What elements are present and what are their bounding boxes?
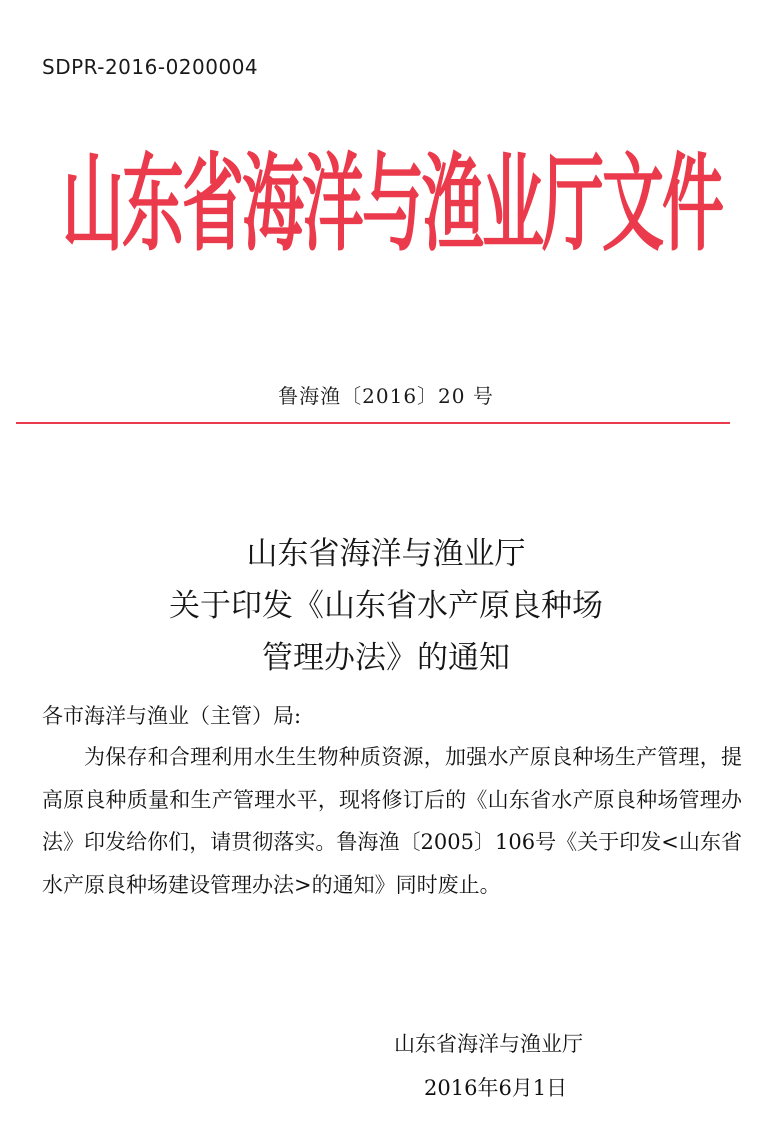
- body-paragraph: 为保存和合理利用水生生物种质资源，加强水产原良种场生产管理，提高原良种质量和生产管理水平，现将修订后的《山东省水产原良种场管理办法》印发给你们，请贯彻落实。鲁海渔〔2005〕106号《关于印发<山东省水产原良种场建设管理办法>的通知》同时废止。: [42, 745, 742, 897]
- signature-issuer: 山东省海洋与渔业厅: [394, 1032, 583, 1056]
- document-code: SDPR-2016-0200004: [42, 55, 259, 79]
- notice-title: [0, 528, 772, 684]
- signature-date: 2016年6月1日: [424, 1076, 568, 1100]
- red-divider: [16, 422, 730, 424]
- title-line-2: 关于印发《山东省水产原良种场: [169, 588, 603, 624]
- title-line-3: 管理办法》的通知: [262, 640, 510, 676]
- addressee: 各市海洋与渔业（主管）局:: [42, 704, 302, 728]
- masthead-title: 山东省海洋与渔业厅文件: [62, 142, 723, 267]
- title-line-1: 山东省海洋与渔业厅: [246, 536, 526, 572]
- document-number: 鲁海渔〔2016〕20 号: [278, 384, 494, 408]
- signature-block: [394, 1022, 654, 1110]
